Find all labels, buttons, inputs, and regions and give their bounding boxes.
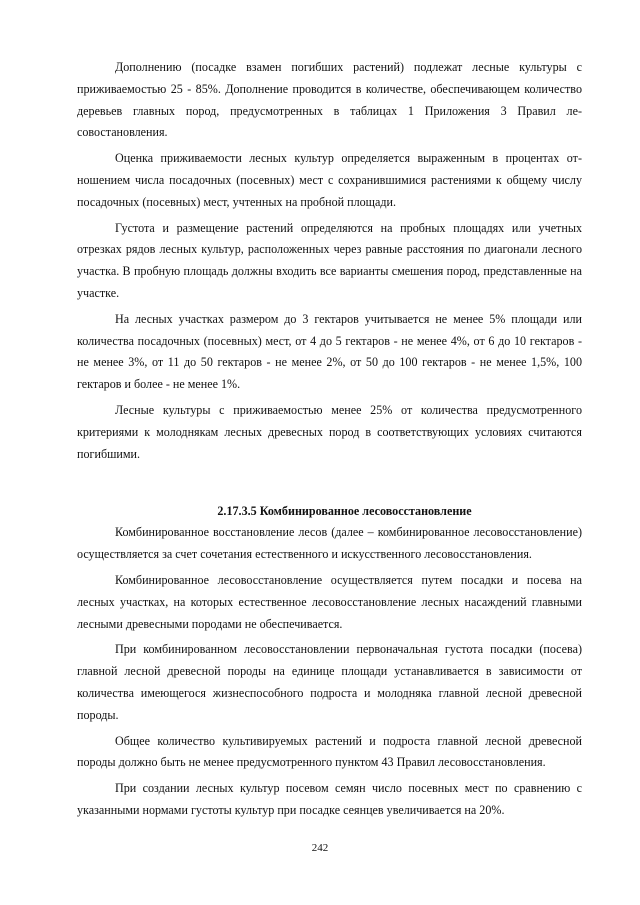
paragraph-seeding: При создании лесных культур посевом семян число посевных мест по сравнению с указанными нормами густоты культур при посадке сеянцев увеличивается на 20%. (77, 781, 582, 817)
paragraph-combined-method: Комбинированное лесовосстановление осуществляется путем посадки и посева на лесных участках, на которых естественное лесовосстановление лесных насаждений главными лесными древесными породами не обеспечивается. (77, 572, 582, 631)
paragraph-initial-density: При комбинированном лесовосстановлении первоначальная густота посадки (посева) главной лесной древесной породы на единице площади устанавливается в зависимости от количества имеющегося жизнеспособного подроста и молодняка главной лесной древесной породы. (77, 642, 582, 722)
paragraph-dead-cultures: Лесные культуры с приживаемостью менее 25% от количества предусмотренного критериями к молоднякам лесных древесных пород в соответствующих условиях считаются погибшими. (77, 402, 582, 461)
paragraph-replanting: Дополнению (посадке взамен погибших растений) подлежат лесные культуры с приживаемостью 25 - 85%. Дополнение проводится в количестве, обеспечивающем количество деревьев главных пород, предусмотренных в таблицах 1 Приложения 3 Правил лесовостановления. (77, 60, 582, 140)
paragraph-combined-definition: Комбинированное восстановление лесов (далее – комбинированное лесовосстановление) осуществляется за счет сочетания естественного и искусственного лесовосстановления. (77, 525, 582, 562)
paragraph-sampling-area: На лесных участках размером до 3 гектаров учитывается не менее 5% площади или количества посадочных (посевных) мест, от 4 до 5 гектаров - не менее 4%, от 6 до 10 гектаров - не менее 3%, от 11 до 50 гектаров - не менее 2%, от 50 до 100 гектаров - не менее 1,5%, 100 гектаров и более - не менее 1%. (77, 311, 582, 392)
paragraph-total-count: Общее количество культивируемых растений и подроста главной лесной древесной породы должно быть не менее предусмотренного пунктом 43 Правил лесовосстановления. (77, 733, 582, 770)
paragraph-density-placement: Густота и размещение растений определяются на пробных площадях или учетных отрезках рядов лесных культур, расположенных через равные расстояния по диагонали лесного участка. В пробную площадь должны входить все варианты смешения пород, представленные на участке. (77, 220, 582, 300)
paragraph-survival-assessment: Оценка приживаемости лесных культур определяется выраженным в процентах отношением числа посадочных (посевных) мест с сохранившимися растениями к общему числу посадочных (посевных) мест, учтенных на пробной площади. (77, 151, 582, 209)
page-number: 242 (311, 842, 329, 854)
section-heading: 2.17.3.5 Комбинированное лесовосстановление (217, 504, 472, 519)
document-page (77, 57, 582, 822)
